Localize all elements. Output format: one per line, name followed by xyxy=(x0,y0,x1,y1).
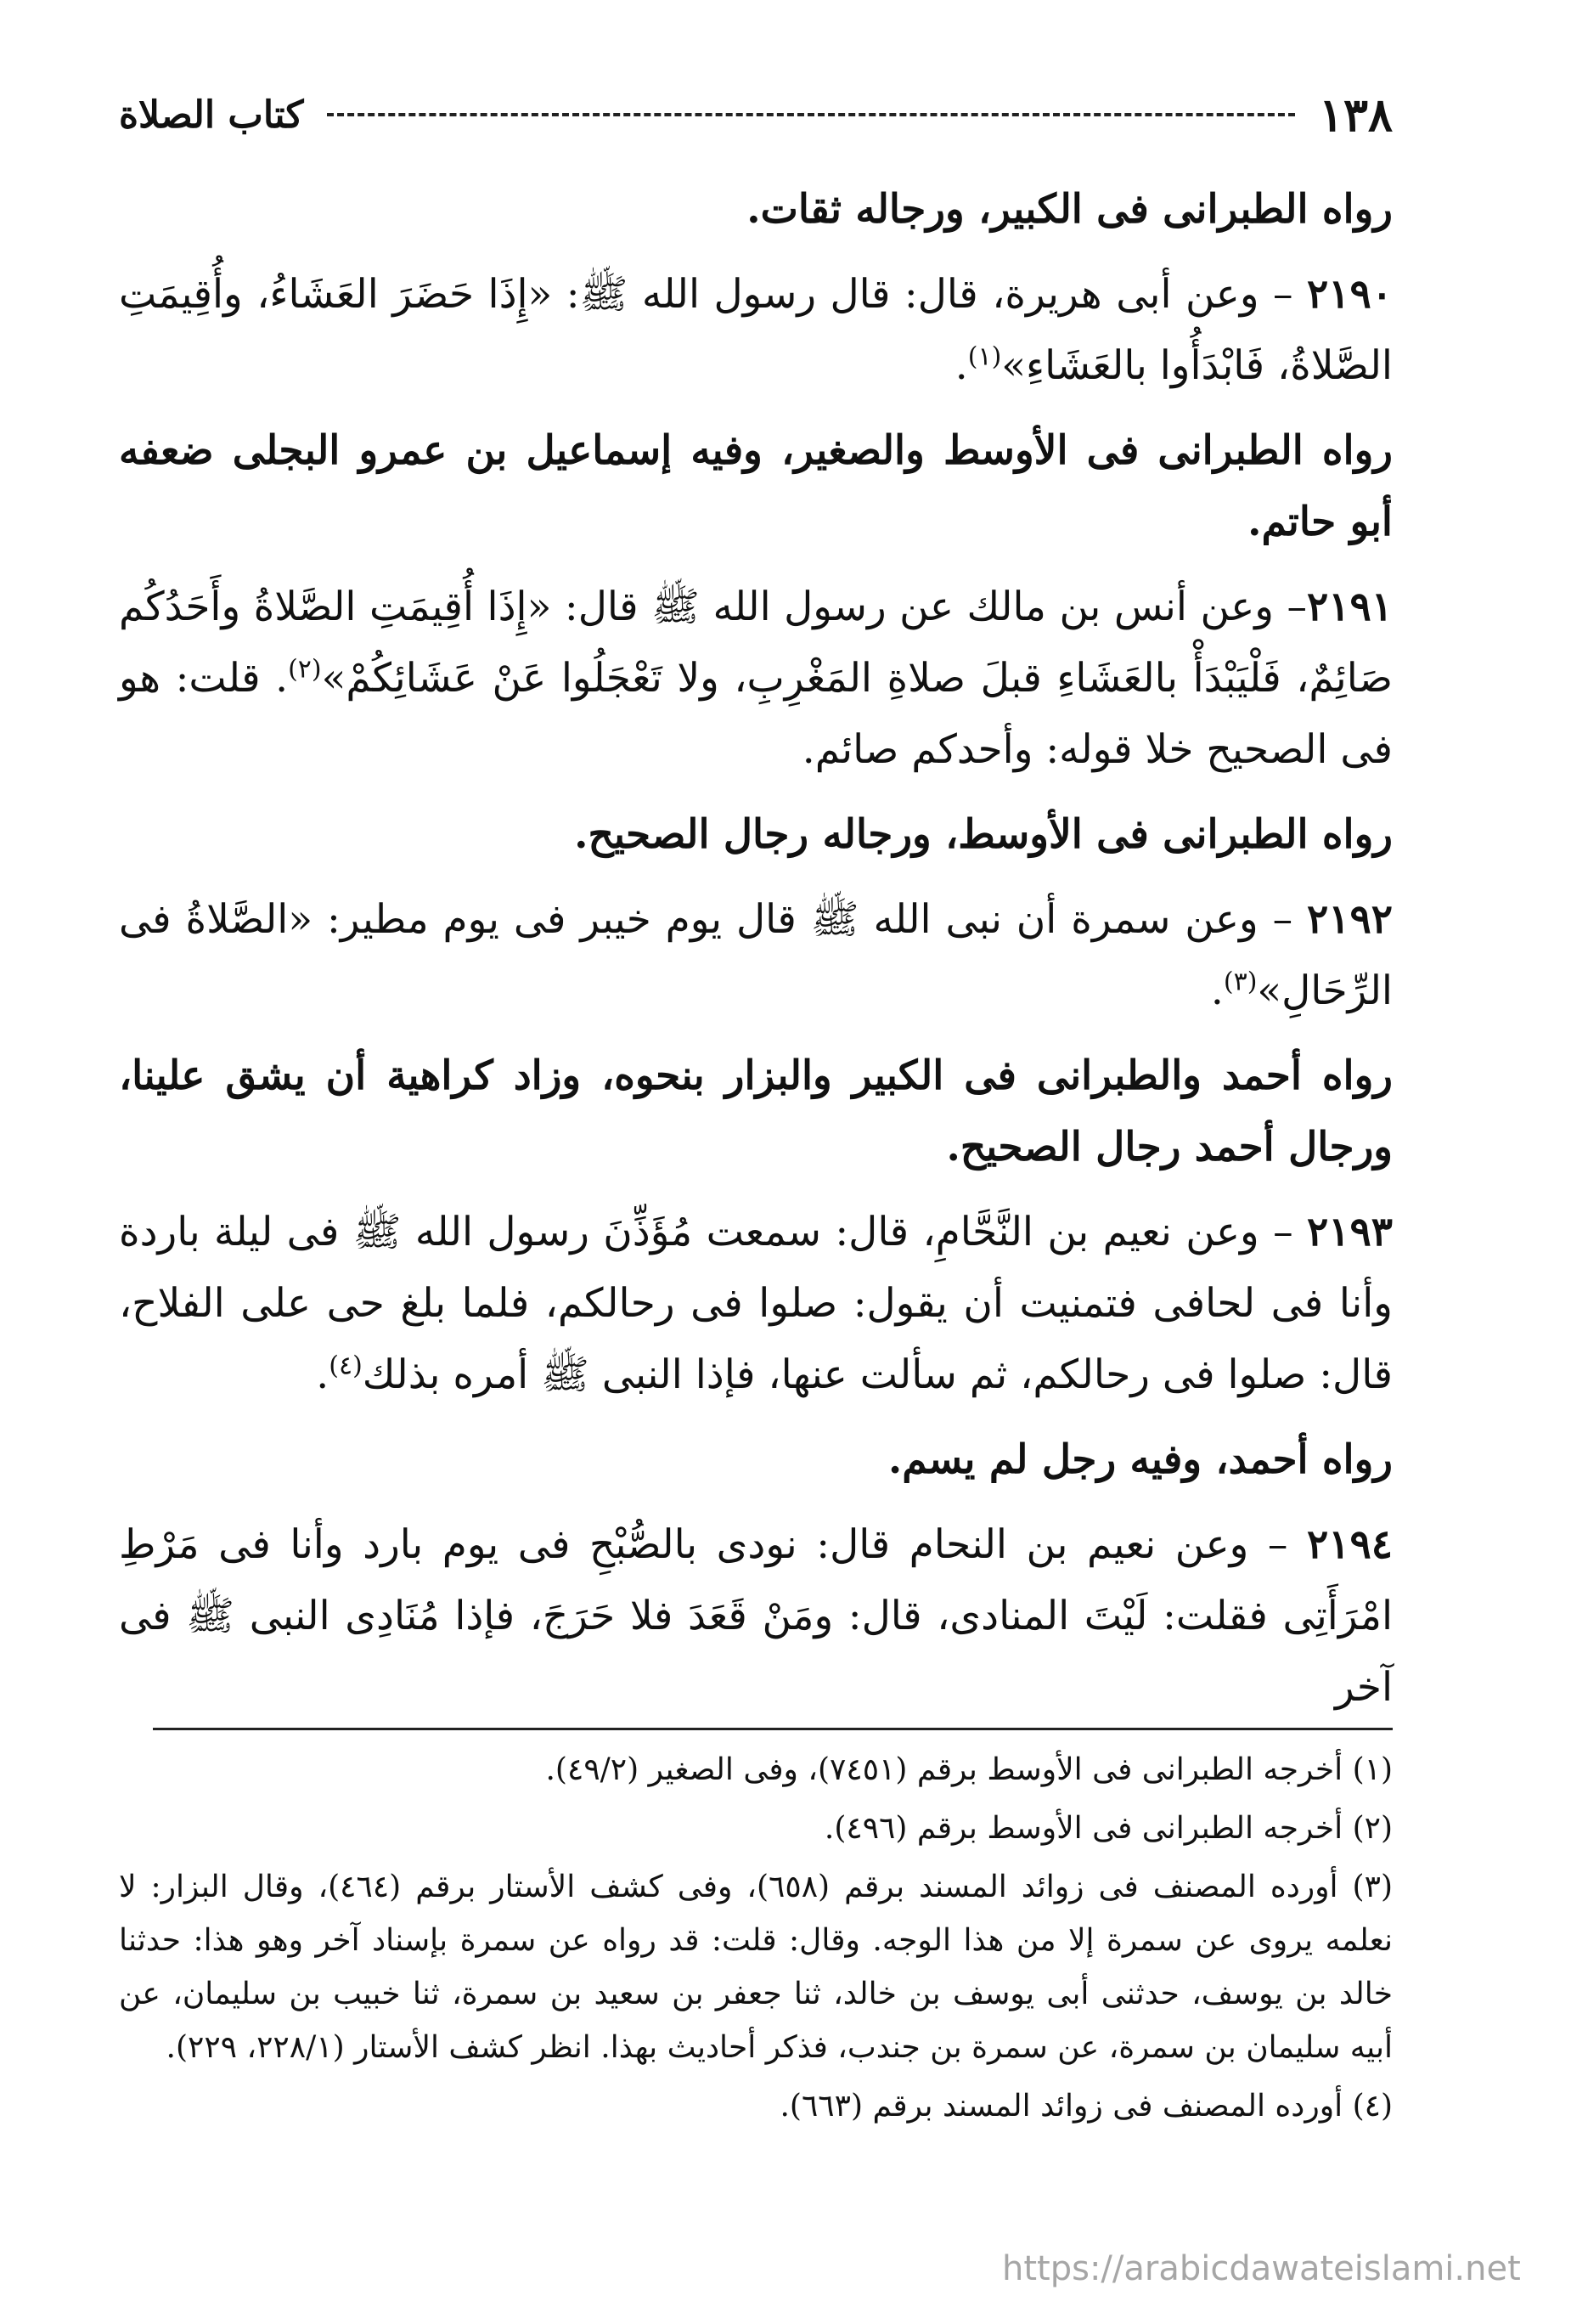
narration-paragraph: رواه الطبرانى فى الكبير، ورجاله ثقات. xyxy=(746,186,1393,233)
main-text xyxy=(119,174,1393,1737)
footnote-number: (١) xyxy=(1352,1752,1393,1787)
source-watermark: https://arabicdawateislami.net xyxy=(1002,2249,1521,2288)
footnote-number: (٢) xyxy=(1352,1811,1393,1846)
footnote-reference: (٢) xyxy=(288,654,322,685)
hadith-text: – وعن سمرة أن نبى الله ﷺ قال يوم خيبر فى يوم مطير: «الصَّلاةُ فى الرِّحَالِ» xyxy=(119,896,1393,1014)
footnote-reference: (١) xyxy=(967,341,1002,372)
hadith-paragraph xyxy=(119,884,1393,1027)
footnote xyxy=(119,1802,1393,1855)
footnote-text: أورده المصنف فى زوائد المسند برقم (٦٥٨)، وفى كشف الأستار برقم (٤٦٤)، وقال البزار: لا نعلمه يروى عن سمرة إلا من هذا الوجه. وقال: قلت: قد رواه عن سمرة بإسناد آخر وهو هذا: حدثنا خالد بن يوسف، حدثنى أبى يوسف بن خالد، ثنا جعفر بن سعيد بن سمرة، ثنا خبيب بن سليمان، عن أبيه سليمان بن سمرة، عن سمرة بن جندب، فذكر أحاديث بهذا. انظر كشف الأستار (٢٢٨/١، ٢٢٩). xyxy=(119,1870,1393,2065)
hadith-paragraph xyxy=(119,572,1393,786)
footnote xyxy=(119,1743,1393,1797)
footnotes xyxy=(119,1743,1393,2138)
footnote-separator xyxy=(153,1728,1393,1730)
hadith-number: ٢١٩٤ xyxy=(1307,1521,1393,1568)
narration-paragraph: رواه أحمد والطبرانى فى الكبير والبزار بنحوه، وزاد كراهية أن يشق علينا، ورجال أحمد رجال الصحيح. xyxy=(119,1052,1393,1170)
running-header xyxy=(119,85,1393,144)
hadith-paragraph xyxy=(119,259,1393,402)
page-number: ١٣٨ xyxy=(1318,87,1393,142)
footnote-number: (٤) xyxy=(1352,2089,1393,2124)
narration-paragraph: رواه الطبرانى فى الأوسط، ورجاله رجال الصحيح. xyxy=(574,811,1393,858)
hadith-number: ٢١٩٠ xyxy=(1307,271,1393,318)
footnote-reference: (٤) xyxy=(329,1351,363,1381)
footnote-reference: (٣) xyxy=(1223,967,1258,997)
footnote-text: أخرجه الطبرانى فى الأوسط برقم (٧٤٥١)، وفى الصغير (٤٩/٢). xyxy=(545,1752,1343,1787)
hadith-tail: . xyxy=(316,1351,329,1398)
hadith-number: ٢١٩١ xyxy=(1307,584,1393,630)
hadith-tail: . قلت: هو فى الصحيح خلا قوله: وأحدكم صائم. xyxy=(119,655,1393,773)
hadith-text: – وعن أنس بن مالك عن رسول الله ﷺ قال: «إِذَا أُقِيمَتِ الصَّلاةُ وأَحَدُكُم صَائِمٌ، فَلْيَبْدَأْ بالعَشَاءِ قبلَ صلاةِ المَغْرِبِ، ولا تَعْجَلُوا عَنْ عَشَائِكُمْ» xyxy=(119,584,1393,702)
hadith-paragraph xyxy=(119,1509,1393,1723)
hadith-text: – وعن نعيم بن النَّحَّامِ، قال: سمعت مُؤَذِّنَ رسول الله ﷺ فى ليلة باردة وأنا فى لحافى فتمنيت أن يقول: صلوا فى رحالكم، فلما بلغ حى على الفلاح، قال: صلوا فى رحالكم، ثم سألت عنها، فإذا النبى ﷺ أمره بذلك xyxy=(119,1209,1393,1398)
footnote-text: أورده المصنف فى زوائد المسند برقم (٦٦٣). xyxy=(780,2089,1343,2124)
footnote xyxy=(119,2079,1393,2133)
hadith-number: ٢١٩٢ xyxy=(1307,896,1393,943)
chapter-title: كتاب الصلاة xyxy=(119,93,304,137)
hadith-tail: . xyxy=(954,342,968,389)
header-dashed-rule xyxy=(327,113,1295,116)
hadith-text: – وعن أبى هريرة، قال: قال رسول الله ﷺ: «إِذَا حَضَرَ العَشَاءُ، وأُقِيمَتِ الصَّلاةُ، فَابْدَأُوا بالعَشَاءِ» xyxy=(119,271,1393,389)
footnote-text: أخرجه الطبرانى فى الأوسط برقم (٤٩٦). xyxy=(824,1811,1343,1846)
narration-paragraph: رواه الطبرانى فى الأوسط والصغير، وفيه إسماعيل بن عمرو البجلى ضعفه أبو حاتم. xyxy=(119,427,1393,545)
hadith-tail: . xyxy=(1210,967,1224,1014)
hadith-number: ٢١٩٣ xyxy=(1307,1209,1393,1255)
hadith-paragraph xyxy=(119,1197,1393,1411)
footnote-number: (٣) xyxy=(1352,1870,1393,1904)
footnote xyxy=(119,1860,1393,2074)
hadith-text: – وعن نعيم بن النحام قال: نودى بالصُّبْحِ فى يوم بارد وأنا فى مَرْطِ امْرَأَتِى فقلت: لَيْتَ المنادى، قال: ومَنْ قَعَدَ فلا حَرَجَ، فإذا مُنَادِى النبى ﷺ فى آخر xyxy=(119,1521,1393,1711)
narration-paragraph: رواه أحمد، وفيه رجل لم يسم. xyxy=(887,1436,1393,1483)
